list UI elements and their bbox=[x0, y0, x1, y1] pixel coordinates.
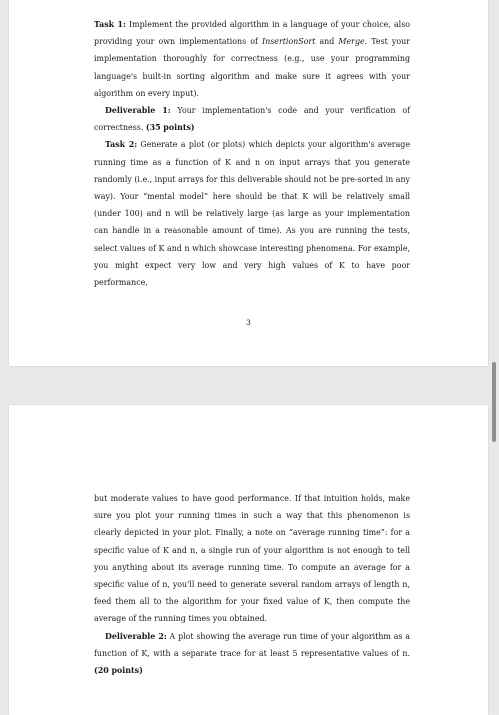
section-header-partial bbox=[147, 0, 243, 1]
page-number: 3 bbox=[246, 318, 251, 327]
page2-body bbox=[94, 490, 410, 679]
task2-continued-text: but moderate values to have good performance. If that intuition holds, make sure you plot your running times in such a way that this phenomenon is clearly depicted in your plot. Finally, a note on “average running time”: for a specific value of K and n, a single run of your algorithm is not enough to tell you anything about its average running time. To compute an average for a specific value of n, you'll need to generate several random arrays of length n, feed them all to the algorithm for your fixed value of K, then compute the average of the running times you obtained. bbox=[94, 494, 410, 624]
deliverable2-points: (20 points) bbox=[94, 666, 143, 676]
deliverable1-paragraph bbox=[94, 102, 410, 136]
task1-merge: Merge bbox=[338, 37, 365, 47]
task1-and: and bbox=[315, 37, 339, 47]
task1-insertion: InsertionSort bbox=[262, 37, 316, 47]
task2-label: Task 2: bbox=[105, 140, 138, 150]
task1-paragraph bbox=[94, 16, 410, 102]
document-page-1 bbox=[9, 0, 488, 366]
task1-text-a: Implement the provided algorithm in a language of your choice, also providing your own implementations of bbox=[94, 20, 410, 47]
task2-continued-paragraph bbox=[94, 490, 410, 628]
deliverable1-points: (35 points) bbox=[145, 123, 195, 133]
task2-paragraph bbox=[94, 136, 410, 291]
deliverable1-label: Deliverable 1: bbox=[105, 106, 171, 116]
task1-text-b: . Test your implementation thoroughly for correctness (e.g., use your programming language's built-in sorting algorithm and make sure it agrees with your algorithm on every input). bbox=[94, 37, 410, 98]
document-page-2 bbox=[9, 405, 488, 715]
deliverable1-text: Your implementation's code and your verification of correctness. bbox=[94, 106, 410, 133]
vertical-scrollbar[interactable] bbox=[492, 362, 496, 442]
deliverable2-paragraph bbox=[94, 628, 410, 680]
page1-body bbox=[94, 16, 410, 291]
deliverable2-label: Deliverable 2: bbox=[105, 631, 167, 641]
task2-text: Generate a plot (or plots) which depicts your algorithm's average running time as a function of K and n on input arrays that you generate randomly (i.e., input arrays for this deliverable should not be pre-sorted in any way). Your “mental model” here should be that K will be relatively small (under 100) and n will be relatively large (as large as your implementation can handle in a reasonable amount of time). As you are running the tests, select values of K and n which showcase interesting phenomena. For example, you might expect very low and very high values of K to have poor performance, bbox=[94, 140, 410, 288]
task1-label: Task 1: bbox=[94, 20, 126, 29]
deliverable2-text: A plot showing the average run time of your algorithm as a function of K, with a separate trace for at least 5 representative values of n. bbox=[94, 631, 410, 658]
